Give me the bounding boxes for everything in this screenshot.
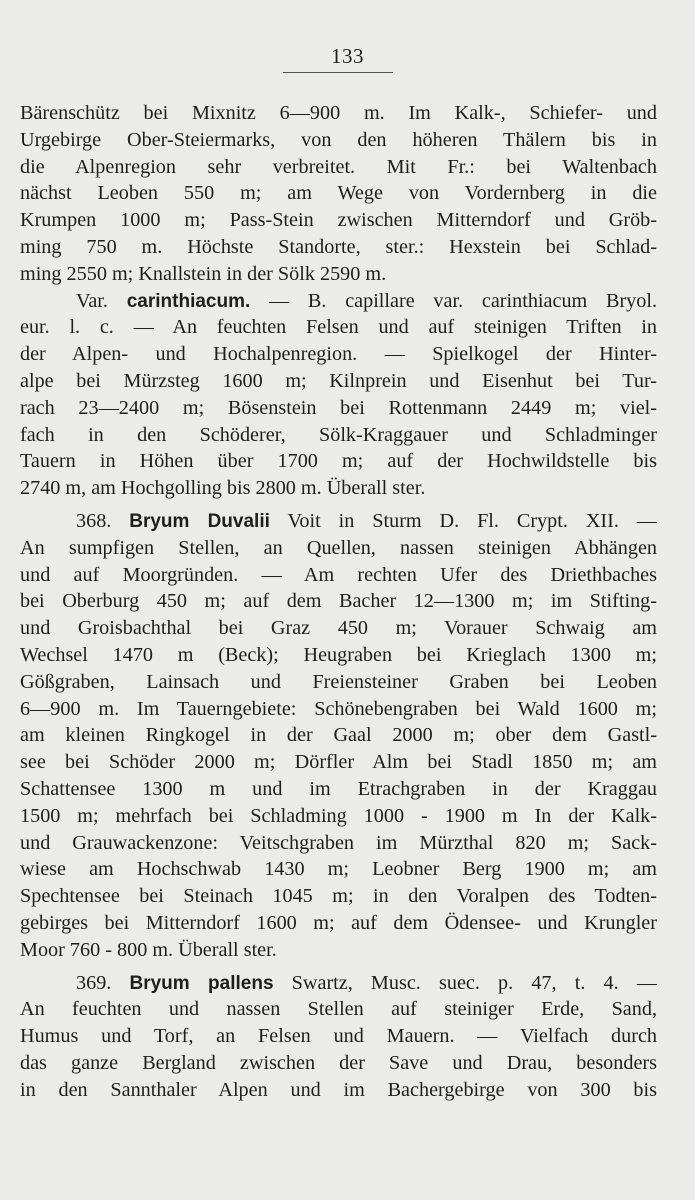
entry-heading-line [20, 508, 657, 535]
entry-heading-line [20, 288, 657, 315]
text-line: am kleinen Ringkogel in der Gaal 2000 m; ober dem Gastl- [20, 724, 657, 747]
text-line: Moor 760 - 800 m. Überall ster. [20, 938, 277, 961]
text-line: alpe bei Mürzsteg 1600 m; Kilnprein und Eisenhut bei Tur- [20, 369, 657, 392]
entry-heading-line [20, 970, 657, 997]
header-rule [283, 72, 393, 73]
text-line: Humus und Torf, an Felsen und Mauern. — Vielfach durch [20, 1025, 657, 1048]
entry-first-line-rest: Voit in Sturm D. Fl. Crypt. XII. — [269, 509, 657, 532]
text-line: rach 23—2400 m; Bösenstein bei Rottenmann 2449 m; viel- [20, 396, 657, 419]
text-line: see bei Schöder 2000 m; Dörfler Alm bei Stadl 1850 m; am [20, 751, 657, 774]
text-line: und Groisbachthal bei Graz 450 m; Vorauer Schwaig am [20, 617, 657, 640]
text-line: Bärenschütz bei Mixnitz 6—900 m. Im Kalk-, Schiefer- und [20, 102, 657, 124]
text-line: die Alpenregion sehr verbreitet. Mit Fr.: bei Waltenbach [20, 155, 657, 178]
text-line: der Alpen- und Hochalpenregion. — Spielkogel der Hinter- [20, 343, 657, 366]
paragraph-variety-carinthiacum [20, 288, 657, 502]
text-line: Krumpen 1000 m; Pass-Stein zwischen Mitterndorf und Gröb- [20, 209, 657, 232]
text-line: Spechtensee bei Steinach 1045 m; in den Voralpen des Todten- [20, 885, 657, 908]
text-line: bei Oberburg 450 m; auf dem Bacher 12—1300 m; im Stifting- [20, 590, 657, 613]
text-line: ming 2550 m; Knallstein in der Sölk 2590 m. [20, 262, 387, 285]
entry-first-line-rest: — B. capillare var. carinthiacum Bryol. [250, 289, 657, 312]
paragraph-entry-369 [20, 970, 657, 1104]
text-line: Urgebirge Ober-Steiermarks, von den höheren Thälern bis in [20, 128, 657, 151]
text-line: gebirges bei Mitterndorf 1600 m; auf dem Ödensee- und Krungler [20, 911, 657, 934]
text-line: Schattensee 1300 m und im Etrachgraben in der Kraggau [20, 777, 657, 800]
entry-title: Bryum pallens [129, 972, 274, 994]
text-line: das ganze Bergland zwischen der Save und Drau, besonders [20, 1051, 657, 1074]
text-line: 1500 m; mehrfach bei Schladming 1000 - 1900 m In der Kalk- [20, 804, 657, 827]
text-line: und auf Moorgründen. — Am rechten Ufer des Driethbaches [20, 563, 657, 586]
text-line: in den Sannthaler Alpen und im Bachergebirge von 300 bis [20, 1078, 657, 1101]
text-line: wiese am Hochschwab 1430 m; Leobner Berg 1900 m; am [20, 858, 657, 881]
page-number: 133 [331, 44, 364, 68]
text-line: nächst Leoben 550 m; am Wege von Vordernberg in die [20, 182, 657, 205]
paragraph-continuation [20, 100, 657, 288]
entry-title: carinthiacum. [126, 290, 251, 312]
text-line: fach in den Schöderer, Sölk-Kraggauer und Schladminger [20, 423, 657, 446]
page-text [20, 100, 657, 1103]
text-line: An sumpfigen Stellen, an Quellen, nassen steinigen Abhängen [20, 536, 657, 559]
text-line: Tauern in Höhen über 1700 m; auf der Hochwildstelle bis [20, 450, 657, 473]
entry-first-line-rest: Swartz, Musc. suec. p. 47, t. 4. — [273, 971, 657, 994]
paragraph-entry-368 [20, 508, 657, 964]
text-line: ming 750 m. Höchste Standorte, ster.: Hexstein bei Schlad- [20, 235, 657, 258]
entry-title: Bryum Duvalii [129, 510, 270, 532]
text-line: 6—900 m. Im Tauerngebiete: Schönebengraben bei Wald 1600 m; [20, 697, 657, 720]
text-line: Gößgraben, Lainsach und Freiensteiner Graben bei Leoben [20, 670, 657, 693]
entry-number: 369. [76, 971, 112, 994]
text-line: 2740 m, am Hochgolling bis 2800 m. Überall ster. [20, 477, 426, 500]
entry-number: 368. [76, 509, 112, 532]
entry-lead: Var. [76, 289, 108, 312]
text-line: Wechsel 1470 m (Beck); Heugraben bei Krieglach 1300 m; [20, 643, 657, 666]
text-line: und Grauwackenzone: Veitschgraben im Mürzthal 820 m; Sack- [20, 831, 657, 854]
text-line: An feuchten und nassen Stellen auf steiniger Erde, Sand, [20, 998, 657, 1021]
text-line: eur. l. c. — An feuchten Felsen und auf steinigen Triften in [20, 316, 657, 339]
